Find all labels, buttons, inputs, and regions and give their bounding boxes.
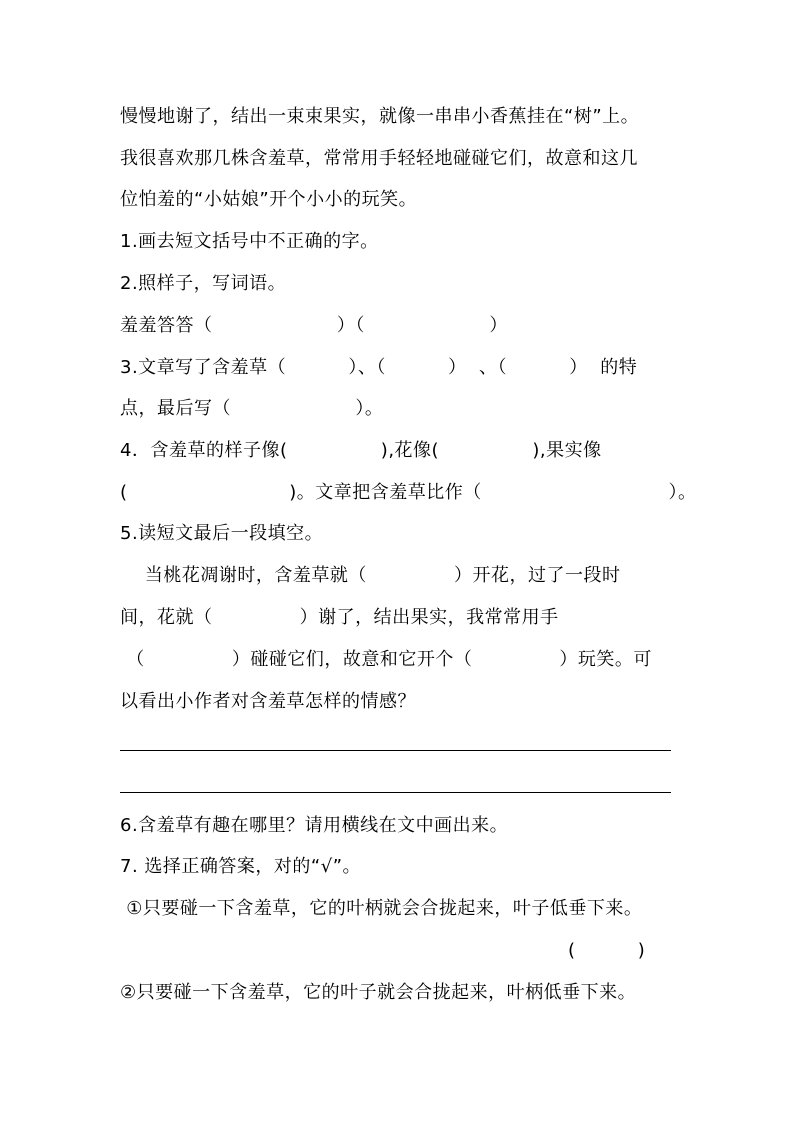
question-2: 2.照样子，写词语。 xyxy=(120,273,287,294)
question-7-option-1: ①只要碰一下含羞草，它的叶柄就会合拢起来，叶子低垂下来。 xyxy=(120,898,643,919)
question-5-line-3: （ ）碰碰它们，故意和它开个（ ）玩笑。可 xyxy=(120,649,652,670)
question-5-line-1: 当桃花凋谢时，含羞草就（ ）开花，过了一段时 xyxy=(120,565,621,586)
question-2-example: 羞羞答答（ ）（ ） xyxy=(120,315,508,336)
question-6: 6.含羞草有趣在哪里？请用横线在文中画出来。 xyxy=(120,815,509,836)
passage-line-1: 慢慢地谢了，结出一束束果实，就像一串串小香蕉挂在“树”上。 xyxy=(120,106,640,127)
question-7-option-2: ②只要碰一下含羞草，它的叶子就会合拢起来，叶柄低垂下来。 xyxy=(120,982,637,1003)
passage-line-2: 我很喜欢那几株含羞草，常常用手轻轻地碰碰它们，故意和这几 xyxy=(120,148,638,169)
question-5-line-4: 以看出小作者对含羞草怎样的情感？ xyxy=(120,691,416,712)
question-7: 7. 选择正确答案，对的“√”。 xyxy=(120,856,362,877)
answer-line-2[interactable] xyxy=(120,792,671,793)
passage-line-3: 位怕羞的“小姑娘”开个小小的玩笑。 xyxy=(120,189,418,210)
question-1: 1.画去短文括号中不正确的字。 xyxy=(120,231,379,252)
question-4-line-2: ( )。文章把含羞草比作（ ）。 xyxy=(120,482,697,503)
question-3-line-1: 3.文章写了含羞草（ ）、（ ） 、（ ） 的特 xyxy=(120,357,638,378)
question-5-line-2: 间，花就（ ）谢了，结出果实，我常常用手 xyxy=(120,607,559,628)
answer-line-1[interactable] xyxy=(120,750,671,751)
question-7-option-1-answer-paren[interactable]: ( ) xyxy=(568,940,646,961)
question-3-line-2: 点，最后写（ ）。 xyxy=(120,398,384,419)
question-4-line-1: 4．含羞草的样子像( ),花像( ),果实像 xyxy=(120,440,602,461)
question-5: 5.读短文最后一段填空。 xyxy=(120,523,324,544)
